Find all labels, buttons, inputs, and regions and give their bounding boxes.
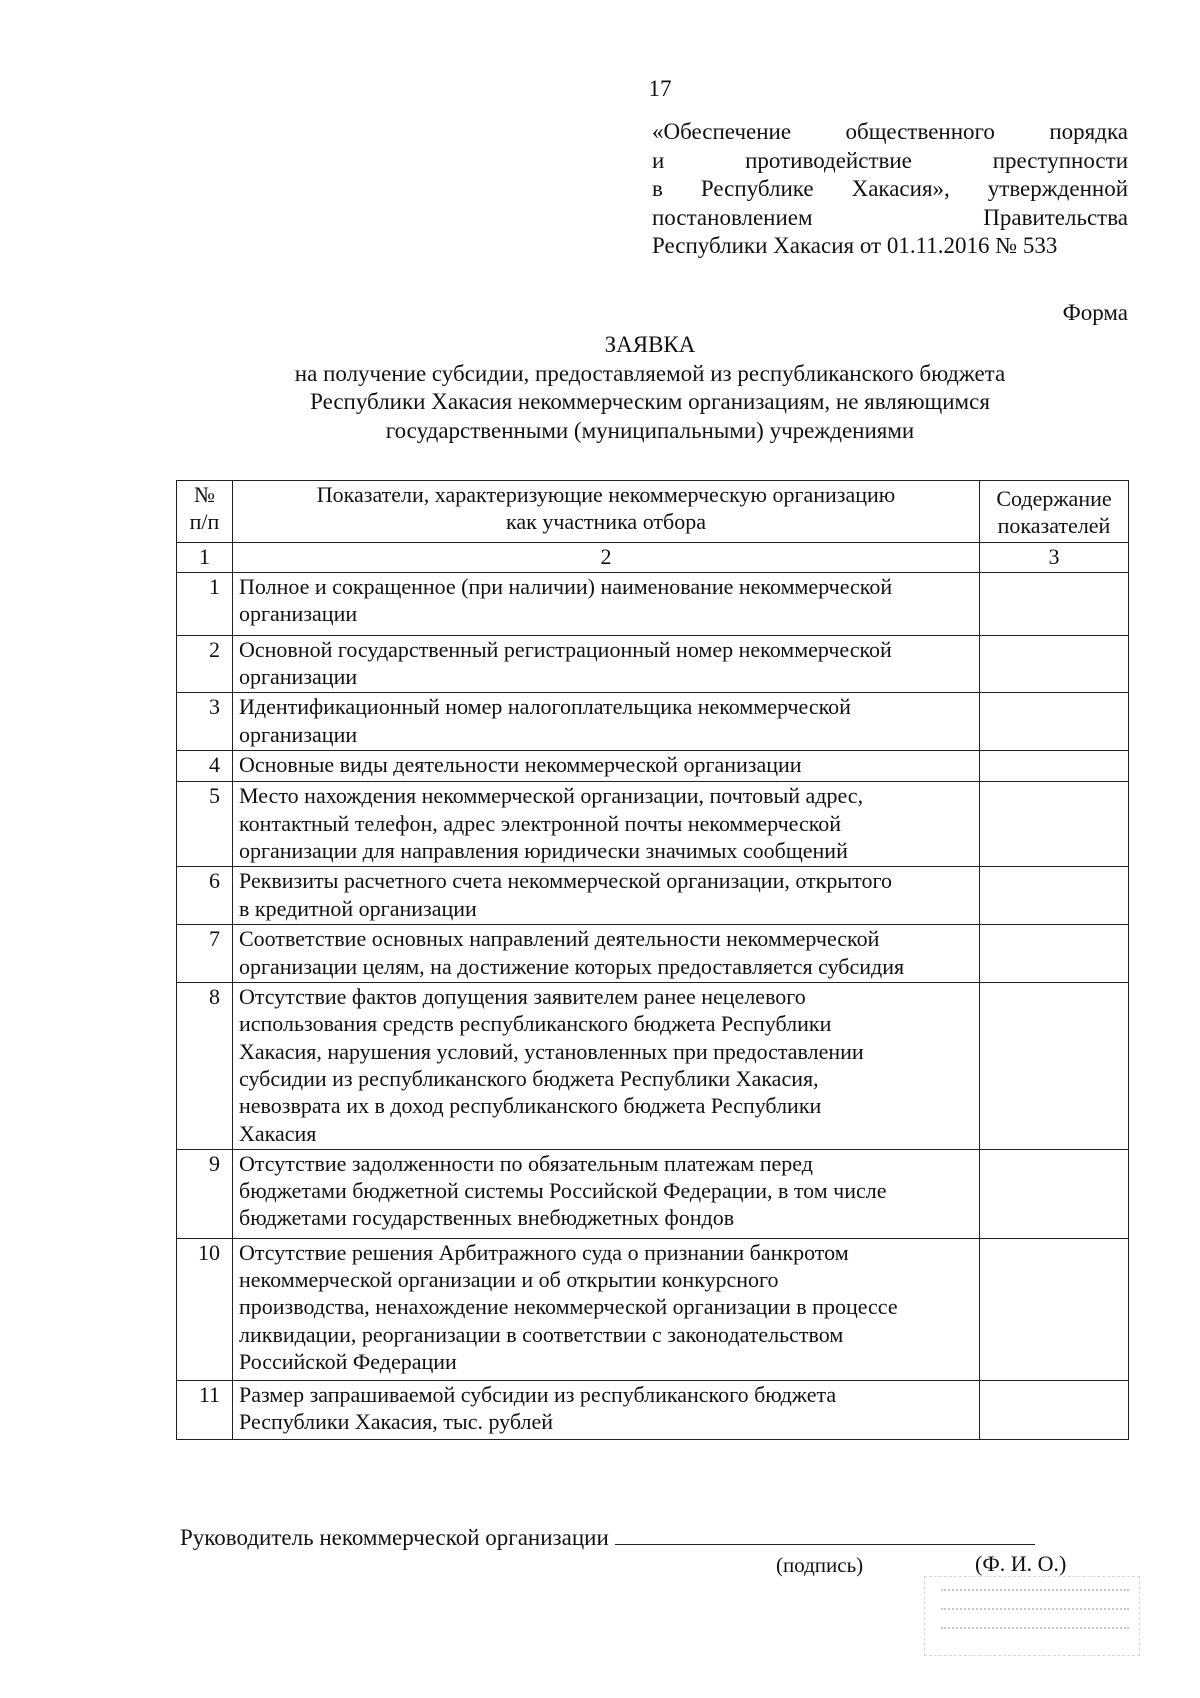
row-number: 1 bbox=[177, 572, 233, 635]
header-indicators-line-2: как участника отбора bbox=[506, 509, 706, 535]
row-text-line: в кредитной организации bbox=[239, 895, 477, 921]
row-number: 6 bbox=[177, 867, 233, 925]
row-text-line: Отсутствие фактов допущения заявителем ранее нецелевого bbox=[239, 984, 806, 1010]
row-text-line: Отсутствие задолженности по обязательным платежам перед bbox=[239, 1150, 813, 1176]
header-content-line-1: Содержание bbox=[996, 486, 1112, 511]
approval-line-1: «Обеспечение общественного порядка bbox=[652, 119, 1128, 144]
row-text-line: Соответствие основных направлений деятельности некоммерческой bbox=[239, 926, 880, 952]
row-number: 8 bbox=[177, 983, 233, 1150]
row-value-cell[interactable] bbox=[980, 751, 1129, 782]
row-text-line: Размер запрашиваемой субсидии из республиканского бюджета bbox=[239, 1381, 837, 1407]
row-indicator bbox=[233, 635, 980, 693]
header-number-line-1: № bbox=[194, 482, 215, 507]
header-content bbox=[980, 481, 1129, 543]
row-value-cell[interactable] bbox=[980, 983, 1129, 1150]
row-indicator bbox=[233, 983, 980, 1150]
column-number-2: 2 bbox=[233, 542, 980, 572]
row-value-cell[interactable] bbox=[980, 867, 1129, 925]
row-value-cell[interactable] bbox=[980, 1149, 1129, 1238]
registration-stamp bbox=[924, 1576, 1140, 1656]
row-value-cell[interactable] bbox=[980, 925, 1129, 983]
row-text-line: Российской Федерации bbox=[239, 1349, 457, 1375]
row-indicator bbox=[233, 782, 980, 867]
row-indicator bbox=[233, 1380, 980, 1439]
row-number: 3 bbox=[177, 693, 233, 751]
row-number: 10 bbox=[177, 1238, 233, 1380]
signature-row bbox=[180, 1522, 1035, 1552]
row-indicator bbox=[233, 925, 980, 983]
row-text-line: организации bbox=[239, 664, 358, 690]
application-table bbox=[176, 480, 1129, 1440]
approval-reference bbox=[652, 118, 1128, 261]
subtitle-line-1: на получение субсидии, предоставляемой из республиканского бюджета bbox=[294, 360, 1006, 386]
row-text-line: Республики Хакасия, тыс. рублей bbox=[239, 1409, 554, 1435]
column-number-1: 1 bbox=[177, 542, 233, 572]
header-indicators bbox=[233, 481, 980, 543]
row-text-line: Отсутствие решения Арбитражного суда о признании банкротом bbox=[239, 1239, 849, 1265]
full-name-caption: (Ф. И. О.) bbox=[975, 1551, 1067, 1576]
row-text-line: Идентификационный номер налогоплательщика некоммерческой bbox=[239, 694, 851, 720]
row-text-line: ликвидации, реорганизации в соответствии с законодательством bbox=[239, 1321, 844, 1347]
row-number: 4 bbox=[177, 751, 233, 782]
table-row bbox=[177, 925, 1129, 983]
row-value-cell[interactable] bbox=[980, 635, 1129, 693]
page-number: 17 bbox=[648, 76, 672, 101]
row-text-line: организации bbox=[239, 601, 358, 627]
signature-line[interactable] bbox=[615, 1522, 1035, 1545]
row-indicator bbox=[233, 1149, 980, 1238]
row-text-line: использования средств республиканского бюджета Республики bbox=[239, 1011, 832, 1037]
table-row bbox=[177, 693, 1129, 751]
row-indicator bbox=[233, 693, 980, 751]
row-text-line: организации bbox=[239, 721, 358, 747]
table-row bbox=[177, 867, 1129, 925]
row-number: 5 bbox=[177, 782, 233, 867]
row-indicator bbox=[233, 751, 980, 782]
approval-line-3: в Республике Хакасия», утвержденной bbox=[652, 176, 1128, 202]
table-header-row bbox=[177, 481, 1129, 543]
document-title: ЗАЯВКА bbox=[604, 332, 696, 357]
row-number: 7 bbox=[177, 925, 233, 983]
row-text-line: невозврата их в доход республиканского бюджета Республики bbox=[239, 1093, 822, 1119]
table-row bbox=[177, 983, 1129, 1150]
row-text-line: Хакасия bbox=[239, 1120, 317, 1146]
table-row bbox=[177, 1149, 1129, 1238]
header-number bbox=[177, 481, 233, 543]
header-number-line-2: п/п bbox=[189, 509, 220, 535]
approval-line-2: и противодействие преступности bbox=[652, 147, 1128, 173]
row-text-line: Основной государственный регистрационный номер некоммерческой bbox=[239, 636, 892, 662]
row-text-line: Место нахождения некоммерческой организации, почтовый адрес, bbox=[239, 783, 864, 809]
row-value-cell[interactable] bbox=[980, 1380, 1129, 1439]
row-text-line: организации для направления юридически значимых сообщений bbox=[239, 838, 848, 864]
table-row bbox=[177, 572, 1129, 635]
row-text-line: Основные виды деятельности некоммерческой организации bbox=[239, 752, 802, 778]
table-row bbox=[177, 635, 1129, 693]
table-row bbox=[177, 1238, 1129, 1380]
row-text-line: некоммерческой организации и об открытии конкурсного bbox=[239, 1267, 779, 1293]
row-value-cell[interactable] bbox=[980, 572, 1129, 635]
form-label: Форма bbox=[1062, 300, 1128, 325]
row-text-line: контактный телефон, адрес электронной почты некоммерческой bbox=[239, 810, 842, 836]
subtitle-line-2: Республики Хакасия некоммерческим организациям, не являющимся bbox=[310, 389, 990, 415]
row-value-cell[interactable] bbox=[980, 782, 1129, 867]
header-content-line-2: показателей bbox=[997, 513, 1111, 539]
row-indicator bbox=[233, 867, 980, 925]
row-number: 2 bbox=[177, 635, 233, 693]
row-text-line: Полное и сокращенное (при наличии) наименование некоммерческой bbox=[239, 573, 893, 599]
row-indicator bbox=[233, 572, 980, 635]
row-text-line: организации целям, на достижение которых предоставляется субсидия bbox=[239, 953, 905, 979]
header-indicators-line-1: Показатели, характеризующие некоммерческую организацию bbox=[316, 482, 896, 507]
document-title-block bbox=[150, 331, 1150, 445]
signature-caption: (подпись) bbox=[776, 1553, 864, 1577]
column-number-3: 3 bbox=[980, 542, 1129, 572]
approval-line-4: постановлением Правительства bbox=[652, 204, 1128, 230]
table-row bbox=[177, 782, 1129, 867]
row-text-line: субсидии из республиканского бюджета Республики Хакасия, bbox=[239, 1065, 819, 1091]
subtitle-line-3: государственными (муниципальными) учреждениями bbox=[385, 417, 915, 443]
signature-label: Руководитель некоммерческой организации bbox=[180, 1525, 609, 1550]
table-row bbox=[177, 751, 1129, 782]
row-text-line: бюджетами бюджетной системы Российской Федерации, в том числе bbox=[239, 1178, 887, 1204]
approval-line-5: Республики Хакасия от 01.11.2016 № 533 bbox=[652, 233, 1058, 259]
row-text-line: Хакасия, нарушения условий, установленных при предоставлении bbox=[239, 1038, 864, 1064]
row-value-cell[interactable] bbox=[980, 1238, 1129, 1380]
table-row bbox=[177, 1380, 1129, 1439]
column-numbers-row bbox=[177, 542, 1129, 572]
row-text-line: Реквизиты расчетного счета некоммерческой организации, открытого bbox=[239, 868, 892, 894]
row-text-line: бюджетами государственных внебюджетных фондов bbox=[239, 1205, 735, 1231]
row-number: 9 bbox=[177, 1149, 233, 1238]
row-text-line: производства, ненахождение некоммерческой организации в процессе bbox=[239, 1294, 898, 1320]
row-indicator bbox=[233, 1238, 980, 1380]
row-value-cell[interactable] bbox=[980, 693, 1129, 751]
row-number: 11 bbox=[177, 1380, 233, 1439]
